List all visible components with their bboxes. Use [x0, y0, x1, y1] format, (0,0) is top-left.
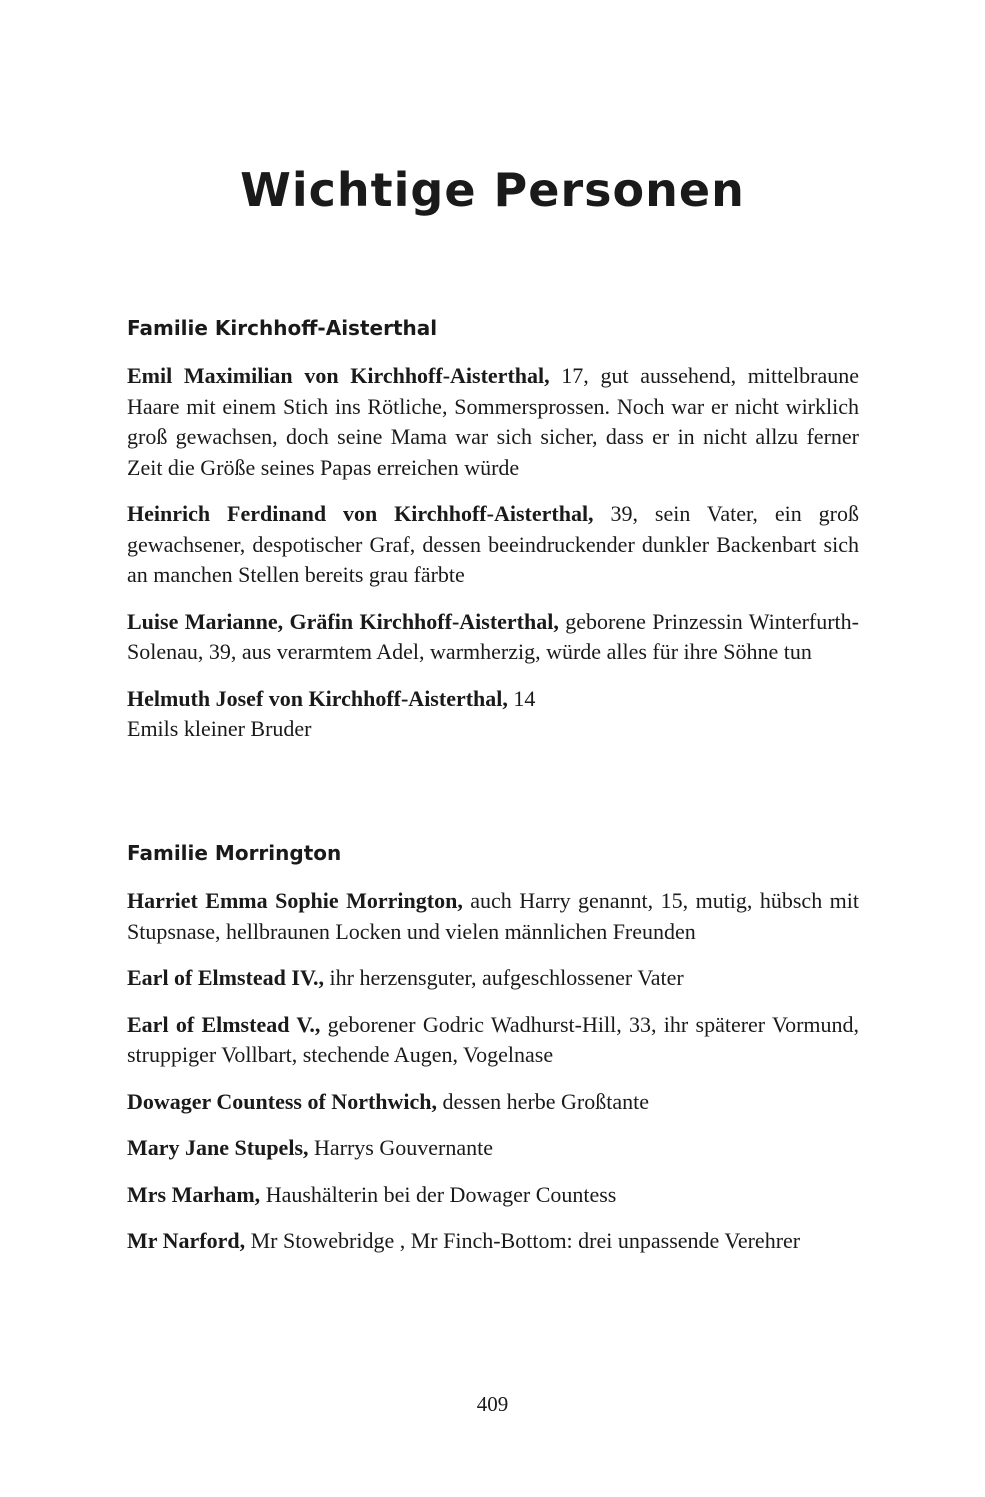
- entry-name: Earl of Elmstead IV.,: [127, 965, 324, 990]
- entry-text: Haushälterin bei der Dowager Countess: [260, 1181, 617, 1207]
- entry-text: auch Harry genannt, 15, mutig, hübsch mit Stupsnase, hellbraunen Locken und vielen männlichen Freunden: [127, 888, 859, 944]
- entry-text: 17, gut aussehend, mittelbraune Haare mit einem Stich ins Rötliche, Sommersprossen. Noch war er nicht wirklich groß gewachsen, doch seine Mama war sich sicher, dass er in nicht allzu ferner Zeit die Größe seines Papas erreichen würde: [127, 363, 859, 480]
- entry: [127, 963, 859, 994]
- entry-text: Mr Stowebridge , Mr Finch-Bottom: drei unpassende Verehrer: [245, 1228, 801, 1253]
- entry: [127, 1226, 859, 1257]
- entry-text: dessen herbe Großtante: [437, 1088, 650, 1114]
- entry: [127, 1180, 859, 1211]
- section-morrington: [127, 838, 859, 1273]
- entry-name: Mary Jane Stupels,: [127, 1135, 309, 1160]
- entry-name: Earl of Elmstead V.,: [127, 1011, 321, 1037]
- entry-name: Harriet Emma Sophie Morrington,: [127, 888, 463, 913]
- page-title: Wichtige Personen: [240, 163, 745, 217]
- section-heading: Familie Kirchhoff-Aisterthal: [127, 316, 438, 340]
- section-kirchhoff: [127, 313, 859, 761]
- entry-name: Helmuth Josef von Kirchhoff-Aisterthal,: [127, 685, 508, 711]
- entry: [127, 499, 859, 591]
- entry: [127, 886, 859, 947]
- entry-text: geborener Godric Wadhurst-Hill, 33, ihr späterer Vormund, struppiger Vollbart, stechende Augen, Vogelnase: [127, 1011, 860, 1067]
- entry: [127, 361, 859, 483]
- page-number: 409: [476, 1392, 509, 1416]
- entry-name: Luise Marianne, Gräfin Kirchhoff-Aisterthal,: [127, 608, 559, 634]
- entry-text: ihr herzensguter, aufgeschlossener Vater: [324, 965, 684, 990]
- entry: [127, 1133, 859, 1164]
- entry: [127, 1010, 859, 1071]
- section-heading: Familie Morrington: [127, 841, 342, 865]
- entry-text: 14: [507, 685, 536, 711]
- entry: [127, 684, 859, 745]
- entry-name: Mr Narford,: [127, 1228, 246, 1253]
- entry: [127, 1087, 859, 1118]
- entry-text: 39, sein Vater, ein groß gewachsener, despotischer Graf, dessen beeindruckender dunkler Backenbart sich an manchen Stellen bereits grau färbte: [127, 501, 860, 587]
- entry-name: Dowager Countess of Northwich,: [127, 1088, 438, 1114]
- entry-name: Heinrich Ferdinand von Kirchhoff-Aisterthal,: [127, 501, 594, 526]
- entry-text: Harrys Gouvernante: [308, 1135, 493, 1160]
- entry: [127, 607, 859, 668]
- entry-name: Emil Maximilian von Kirchhoff-Aisterthal,: [127, 363, 550, 388]
- entry-text: Emils kleiner Bruder: [127, 716, 312, 741]
- entry-name: Mrs Marham,: [127, 1181, 261, 1207]
- entry-text: geborene Prinzessin Winterfurth-Solenau, 39, aus verarmtem Adel, warmherzig, würde alles für ihre Söhne tun: [127, 608, 859, 664]
